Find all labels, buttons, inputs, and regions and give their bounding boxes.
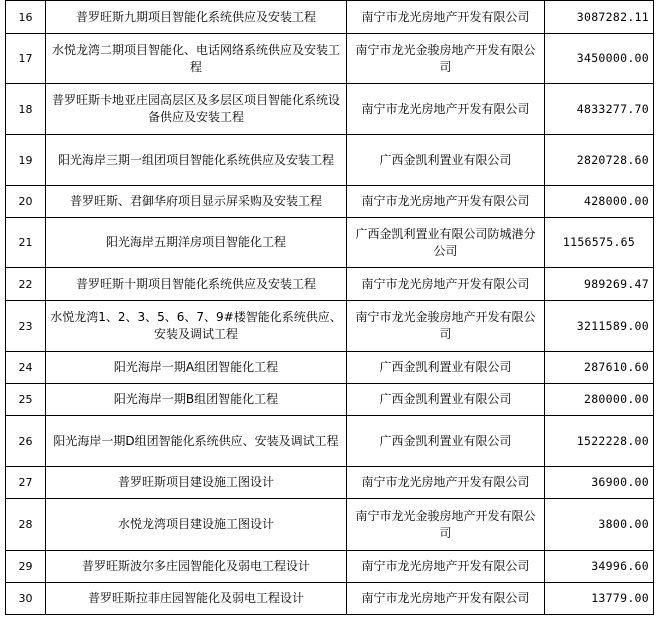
client-name: 广西金凯利置业有限公司: [347, 352, 545, 384]
project-name: 普罗旺斯拉菲庄园智能化及弱电工程设计: [46, 583, 347, 615]
project-name: 普罗旺斯卡地亚庄园高层区及多层区项目智能化系统设备供应及安装工程: [46, 84, 347, 135]
table-row: [6, 186, 654, 218]
contract-amount: 1522228.00: [545, 416, 654, 467]
contract-amount: 13779.00: [545, 583, 654, 615]
row-number: 24: [6, 352, 46, 384]
client-name: 南宁市龙光房地产开发有限公司: [347, 186, 545, 218]
table-row: [6, 1, 654, 34]
contract-amount: 428000.00: [545, 186, 654, 218]
row-number: 25: [6, 384, 46, 416]
table-row: [6, 467, 654, 499]
client-name: 广西金凯利置业有限公司: [347, 135, 545, 186]
project-name: 阳光海岸三期一组团项目智能化系统供应及安装工程: [46, 135, 347, 186]
client-name: 南宁市龙光金骏房地产开发有限公司: [347, 34, 545, 84]
row-number: 22: [6, 268, 46, 301]
contract-amount: 3450000.00: [545, 34, 654, 84]
client-name: 南宁市龙光房地产开发有限公司: [347, 1, 545, 34]
client-name: 南宁市龙光房地产开发有限公司: [347, 583, 545, 615]
table-row: [6, 218, 654, 268]
row-number: 28: [6, 499, 46, 551]
table-row: [6, 384, 654, 416]
table-row: [6, 352, 654, 384]
row-number: 26: [6, 416, 46, 467]
contract-amount: 989269.47: [545, 268, 654, 301]
client-name: 南宁市龙光房地产开发有限公司: [347, 268, 545, 301]
table-row: [6, 301, 654, 352]
contract-amount: 287610.60: [545, 352, 654, 384]
project-name: 阳光海岸一期B组团智能化工程: [46, 384, 347, 416]
contract-amount: 3211589.00: [545, 301, 654, 352]
project-table-body: [6, 1, 654, 615]
project-name: 普罗旺斯、君御华府项目显示屏采购及安装工程: [46, 186, 347, 218]
row-number: 27: [6, 467, 46, 499]
table-row: [6, 135, 654, 186]
table-row: [6, 551, 654, 583]
row-number: 29: [6, 551, 46, 583]
table-row: [6, 416, 654, 467]
client-name: 广西金凯利置业有限公司: [347, 384, 545, 416]
client-name: 南宁市龙光房地产开发有限公司: [347, 84, 545, 135]
table-row: [6, 84, 654, 135]
project-name: 普罗旺斯波尔多庄园智能化及弱电工程设计: [46, 551, 347, 583]
table-row: [6, 499, 654, 551]
client-name: 南宁市龙光房地产开发有限公司: [347, 551, 545, 583]
project-name: 水悦龙湾二期项目智能化、电话网络系统供应及安装工程: [46, 34, 347, 84]
project-name: 阳光海岸一期A组团智能化工程: [46, 352, 347, 384]
project-name: 水悦龙湾项目建设施工图设计: [46, 499, 347, 551]
project-name: 普罗旺斯九期项目智能化系统供应及安装工程: [46, 1, 347, 34]
contract-amount: 2820728.60: [545, 135, 654, 186]
client-name: 南宁市龙光金骏房地产开发有限公司: [347, 499, 545, 551]
table-row: [6, 268, 654, 301]
client-name: 广西金凯利置业有限公司防城港分公司: [347, 218, 545, 268]
row-number: 23: [6, 301, 46, 352]
client-name: 广西金凯利置业有限公司: [347, 416, 545, 467]
row-number: 21: [6, 218, 46, 268]
contract-amount: 3087282.11: [545, 1, 654, 34]
project-name: 阳光海岸一期D组团智能化系统供应、安装及调试工程: [46, 416, 347, 467]
row-number: 18: [6, 84, 46, 135]
project-name: 普罗旺斯十期项目智能化系统供应及安装工程: [46, 268, 347, 301]
row-number: 20: [6, 186, 46, 218]
row-number: 16: [6, 1, 46, 34]
row-number: 19: [6, 135, 46, 186]
contract-amount: 34996.60: [545, 551, 654, 583]
row-number: 17: [6, 34, 46, 84]
client-name: 南宁市龙光金骏房地产开发有限公司: [347, 301, 545, 352]
contract-amount: 36900.00: [545, 467, 654, 499]
contract-amount: 4833277.70: [545, 84, 654, 135]
project-name: 阳光海岸五期洋房项目智能化工程: [46, 218, 347, 268]
table-row: [6, 34, 654, 84]
contract-amount: 280000.00: [545, 384, 654, 416]
row-number: 30: [6, 583, 46, 615]
contract-amount: 1156575.65: [545, 218, 654, 268]
project-name: 普罗旺斯项目建设施工图设计: [46, 467, 347, 499]
project-table: [5, 0, 654, 615]
table-row: [6, 583, 654, 615]
client-name: 南宁市龙光房地产开发有限公司: [347, 467, 545, 499]
project-name: 水悦龙湾1、2、3、5、6、7、9#楼智能化系统供应、安装及调试工程: [46, 301, 347, 352]
contract-amount: 3800.00: [545, 499, 654, 551]
